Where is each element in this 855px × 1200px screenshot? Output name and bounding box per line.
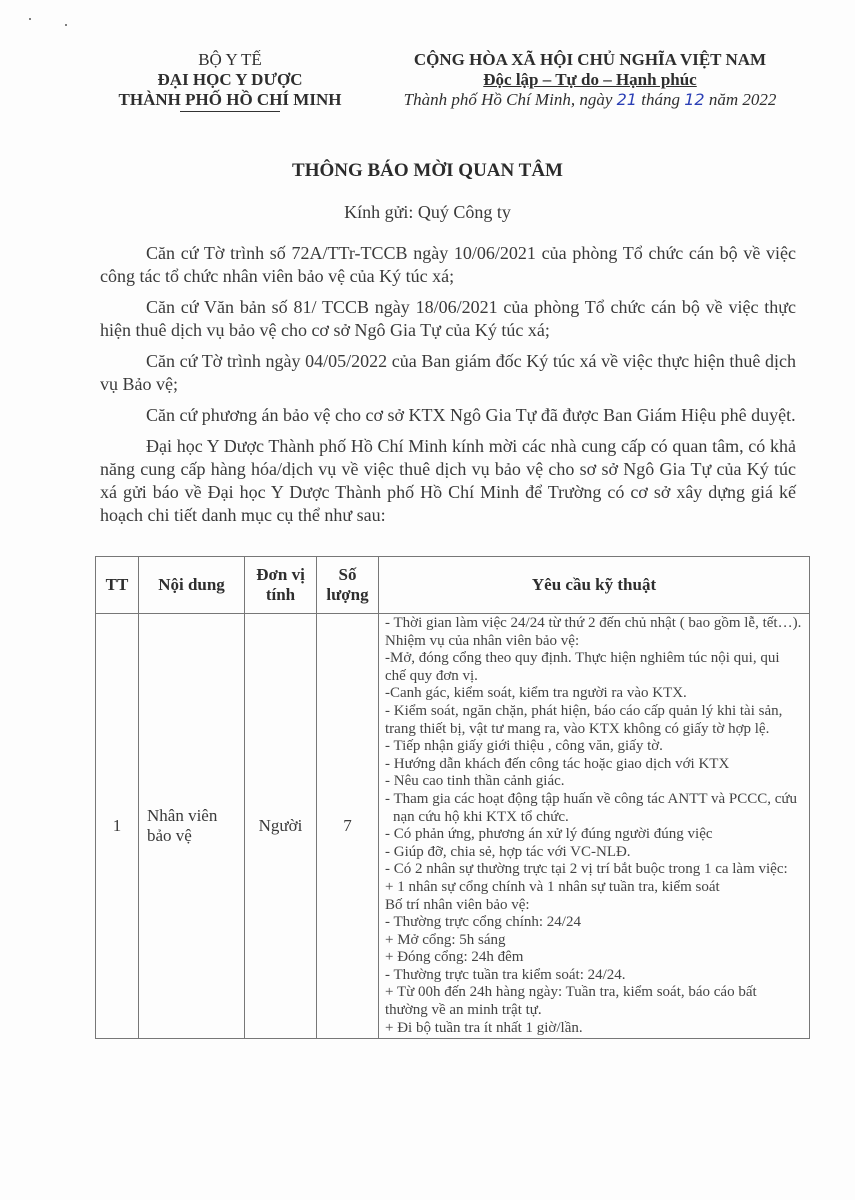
cell-tt: 1 <box>96 614 139 1039</box>
requirement-line: - Nêu cao tinh thần cảnh giác. <box>385 773 565 790</box>
date-prefix: Thành phố Hồ Chí Minh, ngày <box>403 90 613 109</box>
header-qty-line2: lượng <box>326 585 369 604</box>
paragraph: Đại học Y Dược Thành phố Hồ Chí Minh kính mời các nhà cung cấp có quan tâm, có khả năng cung cấp hàng hóa/dịch vụ về việc thuê dịch vụ bảo vệ cho sơ sở Ngô Gia Tự của Ký túc xá gửi báo về Đại học Y Dược Thành phố Hồ Chí Minh để Trường có cơ sở xây dựng giá kế hoạch chi tiết danh mục cụ thể như sau: <box>100 436 796 525</box>
requirement-line: Bố trí nhân viên bảo vệ: <box>385 896 530 913</box>
requirement-line: - Có 2 nhân sự thường trực tại 2 vị trí bắt buộc trong 1 ca làm việc: <box>385 861 788 878</box>
requirement-line: + Đóng cổng: 24h đêm <box>385 949 524 966</box>
paragraph: Căn cứ Văn bản số 81/ TCCB ngày 18/06/2021 của phòng Tổ chức cán bộ về việc thực hiện thuê dịch vụ bảo vệ cho cơ sở Ngô Gia Tự của Ký túc xá; <box>100 297 796 340</box>
cell-requirements <box>379 614 810 1039</box>
national-motto: Độc lập – Tự do – Hạnh phúc <box>483 70 697 89</box>
paragraph: Căn cứ Tờ trình số 72A/TTr-TCCB ngày 10/06/2021 của phòng Tổ chức cán bộ về việc công tác tổ chức nhân viên bảo vệ của Ký túc xá; <box>100 243 796 286</box>
header-tt: TT <box>96 557 139 614</box>
cell-quantity: 7 <box>317 614 379 1039</box>
requirement-line: Nhiệm vụ của nhân viên bảo vệ: <box>385 632 580 649</box>
requirement-line: + Đi bộ tuần tra ít nhất 1 giờ/lần. <box>385 1019 583 1036</box>
requirement-line: - Kiểm soát, ngăn chặn, phát hiện, báo cáo cấp quản lý khi tài sản, trang thiết bị, vật tư mang ra, vào KTX không có giấy tờ hợp lệ. <box>385 702 783 737</box>
requirement-line: - Thường trực cổng chính: 24/24 <box>385 914 581 931</box>
header-quantity <box>317 557 379 614</box>
document-body <box>100 242 796 535</box>
ministry-name: BỘ Y TẾ <box>198 50 262 69</box>
paragraph: Căn cứ phương án bảo vệ cho cơ sở KTX Ngô Gia Tự đã được Ban Giám Hiệu phê duyệt. <box>146 405 796 425</box>
requirement-line: - Hướng dẫn khách đến công tác hoặc giao dịch với KTX <box>385 755 730 772</box>
requirement-line: - Giúp đỡ, chia sẻ, hợp tác với VC-NLĐ. <box>385 843 631 860</box>
document-title: THÔNG BÁO MỜI QUAN TÂM <box>292 160 563 181</box>
requirement-line: + Từ 00h đến 24h hàng ngày: Tuần tra, kiểm soát, báo cáo bất thường về an minh trật tự. <box>385 984 757 1019</box>
national-header <box>370 50 810 110</box>
requirement-line: - Thường trực tuần tra kiểm soát: 24/24. <box>385 966 626 983</box>
scan-speck <box>29 18 31 20</box>
requirement-line: - Có phản ứng, phương án xử lý đúng người đúng việc <box>385 826 713 843</box>
requirement-line: -Mở, đóng cổng theo quy định. Thực hiện nghiêm túc nội qui, qui chế quy đơn vị. <box>385 650 780 684</box>
greeting: Kính gửi: Quý Công ty <box>344 202 511 222</box>
university-city: THÀNH PHỐ HỒ CHÍ MINH <box>118 90 342 109</box>
requirement-line: -Canh gác, kiểm soát, kiểm tra người ra vào KTX. <box>385 685 687 702</box>
header-content: Nội dung <box>139 557 245 614</box>
requirements-table <box>95 556 810 1039</box>
header-requirements: Yêu cầu kỹ thuật <box>379 557 810 614</box>
header-unit <box>245 557 317 614</box>
cell-content: Nhân viên bảo vệ <box>139 614 245 1039</box>
table-header-row <box>96 557 810 614</box>
issuer-block <box>80 50 380 112</box>
date-day-handwritten: 21 <box>616 90 637 109</box>
requirement-line: - Tiếp nhận giấy giới thiệu , công văn, giấy tờ. <box>385 738 663 755</box>
date-month-handwritten: 12 <box>684 90 705 109</box>
date-year: năm 2022 <box>708 90 777 109</box>
header-unit-line1: Đơn vị <box>256 565 305 584</box>
date-month-label: tháng <box>641 90 680 109</box>
scan-speck <box>65 24 67 26</box>
cell-unit: Người <box>245 614 317 1039</box>
header-qty-line1: Số <box>338 565 357 584</box>
issuer-underline <box>180 111 280 112</box>
header-unit-line2: tính <box>265 585 296 604</box>
requirement-line: - Tham gia các hoạt động tập huấn về công tác ANTT và PCCC, cứu nạn cứu hộ khi KTX tổ chức. <box>385 790 798 825</box>
requirement-line: + Mở cổng: 5h sáng <box>385 931 506 948</box>
nation-name: CỘNG HÒA XÃ HỘI CHỦ NGHĨA VIỆT NAM <box>413 50 767 69</box>
table-row <box>96 614 810 1039</box>
requirement-line: + 1 nhân sự cổng chính và 1 nhân sự tuần tra, kiểm soát <box>385 878 720 895</box>
paragraph: Căn cứ Tờ trình ngày 04/05/2022 của Ban giám đốc Ký túc xá về việc thực hiện thuê dịch vụ Bảo vệ; <box>100 351 796 394</box>
university-name: ĐẠI HỌC Y DƯỢC <box>157 70 303 89</box>
requirement-line: - Thời gian làm việc 24/24 từ thứ 2 đến chủ nhật ( bao gồm lễ, tết…). <box>385 615 802 631</box>
date-line <box>370 90 810 110</box>
